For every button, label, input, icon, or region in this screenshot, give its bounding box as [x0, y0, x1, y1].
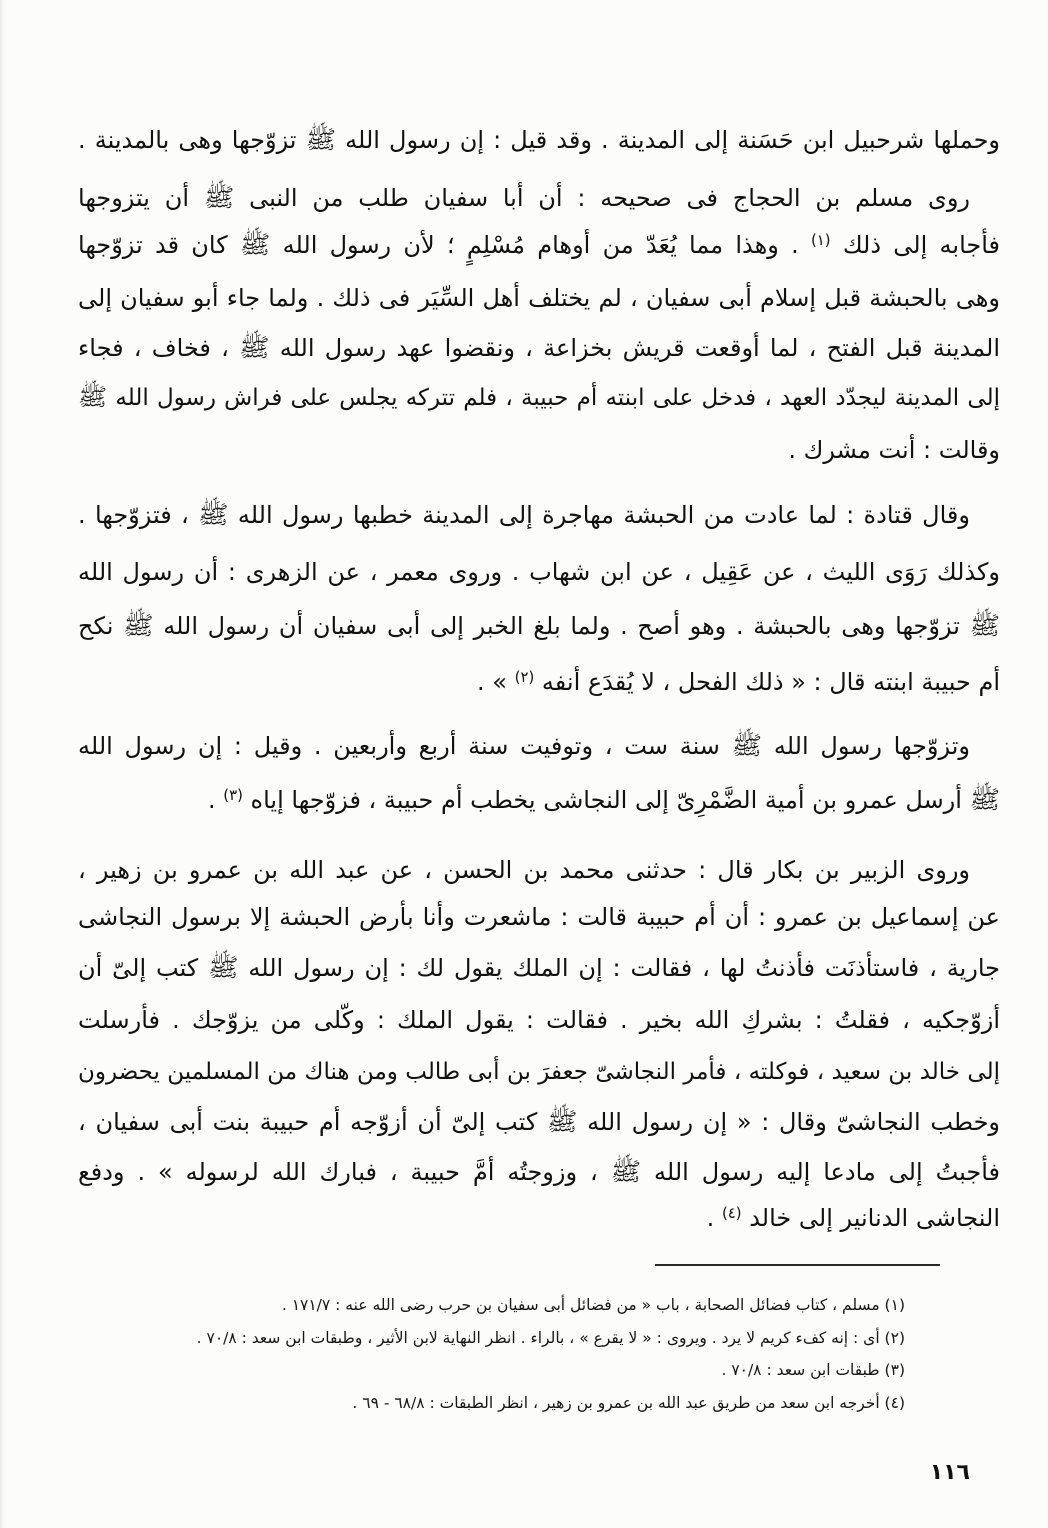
body-line: إلى خالد بن سعيد ، فوكلته ، فأمر النجاشىّ جعفرَ بن أبى طالب ومن هناك من المسلمين يحضرون [78, 1059, 1000, 1085]
salutation-glyph: ﷺ [198, 500, 229, 529]
salutation-glyph: ﷺ [969, 785, 1000, 814]
footnote-ref: (١) [810, 230, 831, 249]
salutation-glyph: ﷺ [610, 1157, 642, 1186]
salutation-glyph: ﷺ [123, 611, 154, 640]
body-line: وتزوّجها رسول الله ﷺ سنة ست ، وتوفيت سنة أربع وأربعين . وقيل : إن رسول الله [78, 731, 970, 760]
footnote: (٢) أى : إنه كفء كريم لا يرد . ويروى : « لا يقرع » ، بالراء . انظر النهاية لابن الأثير ، وطبقات ابن سعد : ٧٠/٨ . [196, 1329, 905, 1347]
footnote: (٤) أخرجه ابن سعد من طريق عبد الله بن عمرو بن زهير ، انظر الطبقات : ٦٨/٨ - ٦٩ . [352, 1394, 905, 1412]
salutation-glyph: ﷺ [239, 333, 270, 362]
body-line: وحملها شرحبيل ابن حَسَنة إلى المدينة . وقد قيل : إن رسول الله ﷺ تزوّجها وهى بالمدينة . [78, 125, 1000, 154]
body-line: وهى بالحبشة قبل إسلام أبى سفيان ، لم يختلف أهل السِّيَر فى ذلك . ولما جاء أبو سفيان إلى [78, 284, 1000, 312]
salutation-glyph: ﷺ [239, 230, 271, 259]
body-line: أزوّجكيه ، فقلتُ : بشركِ الله بخير . فقالت : يقول الملك : وكّلى من يزوّجك . فأرسلت [78, 1006, 1000, 1034]
body-line: إلى المدينة ليجدّد العهد ، فدخل على ابنته أم حبيبة ، فلم تتركه يجلس على فراش رسول الله ﷺ [78, 383, 1000, 411]
page-number: ١١٦ [929, 1460, 970, 1485]
body-line: فأجابه إلى ذلك $^{(١)}$ . وهذا مما يُعَدّ من أوهام مُسْلِمٍ ؛ لأن رسول الله ﷺ كان قد تزوّجها [78, 230, 1000, 259]
body-line: روى مسلم بن الحجاج فى صحيحه : أن أبا سفيان طلب من النبى ﷺ أن يتزوجها [78, 183, 971, 212]
body-line: وخطب النجاشىّ وقال : « إن رسول الله ﷺ كتب إلىّ أن أزوّجه أم حبيبة بنت أبى سفيان ، [78, 1107, 1000, 1136]
body-line: جارية ، فاستأذنَت فأذنتُ لها ، فقالت : إن الملك يقول لك : إن رسول الله ﷺ كتب إلىّ أن [78, 953, 1000, 982]
footnote: (٣) طبقات ابن سعد : ٧٠/٨ . [721, 1361, 905, 1379]
body-line: وقال قتادة : لما عادت من الحبشة مهاجرة إلى المدينة خطبها رسول الله ﷺ ، فتزوّجها . [78, 500, 970, 529]
body-line: النجاشى الدنانير إلى خالد $^{(٤)}$ . [706, 1203, 1000, 1232]
body-line: ﷺ تزوّجها وهى بالحبشة . وهو أصح . ولما بلغ الخبر إلى أبى سفيان أن رسول الله ﷺ نكح [78, 611, 1000, 640]
footnote-ref: (٤) [721, 1203, 742, 1222]
salutation-glyph: ﷺ [546, 1107, 578, 1136]
salutation-glyph: ﷺ [203, 183, 235, 212]
salutation-glyph: ﷺ [78, 383, 108, 411]
scan-edge-shadow [0, 0, 4, 1528]
body-line: فأجبتُ إلى مادعا إليه رسول الله ﷺ ، وزوجتُه أمَّ حبيبة ، فبارك الله لرسوله » . ودفع [78, 1157, 1000, 1186]
body-line: وروى الزبير بن بكار قال : حدثنى محمد بن الحسن ، عن عبد الله بن عمرو بن زهير ، [78, 856, 970, 884]
body-line: أم حبيبة ابنته قال : « ذلك الفحل ، لا يُقدَع أنفه $^{(٢)}$ » . [477, 667, 1000, 696]
body-line: عن إسماعيل بن عمرو : أن أم حبيبة قالت : ماشعرت وأنا بأرض الحبشة إلا برسول النجاشى [78, 903, 1000, 931]
salutation-glyph: ﷺ [305, 125, 337, 154]
salutation-glyph: ﷺ [969, 611, 1000, 640]
footnote-ref: (٢) [514, 667, 535, 686]
footnote-ref: (٣) [223, 785, 243, 804]
salutation-glyph: ﷺ [208, 953, 239, 982]
salutation-glyph: ﷺ [731, 731, 763, 760]
body-line: وكذلك رَوَى الليث ، عن عَقِيل ، عن ابن شهاب . وروى معمر ، عن الزهرى : أن رسول الله [78, 558, 1000, 586]
footnote-separator [655, 1264, 940, 1266]
footnote: (١) مسلم ، كتاب فضائل الصحابة ، باب « من فضائل أبى سفيان بن حرب رضى الله عنه : ١٧١/٧ . [281, 1296, 905, 1314]
body-line: ﷺ أرسل عمرو بن أمية الضَّمْرِىّ إلى النجاشى يخطب أم حبيبة ، فزوّجها إياه $^{(٣)}$ . [208, 785, 1000, 814]
body-line: وقالت : أنت مشرك . [788, 436, 1000, 464]
body-line: المدينة قبل الفتح ، لما أوقعت قريش بخزاعة ، ونقضوا عهد رسول الله ﷺ ، فخاف ، فجاء [78, 333, 1000, 362]
